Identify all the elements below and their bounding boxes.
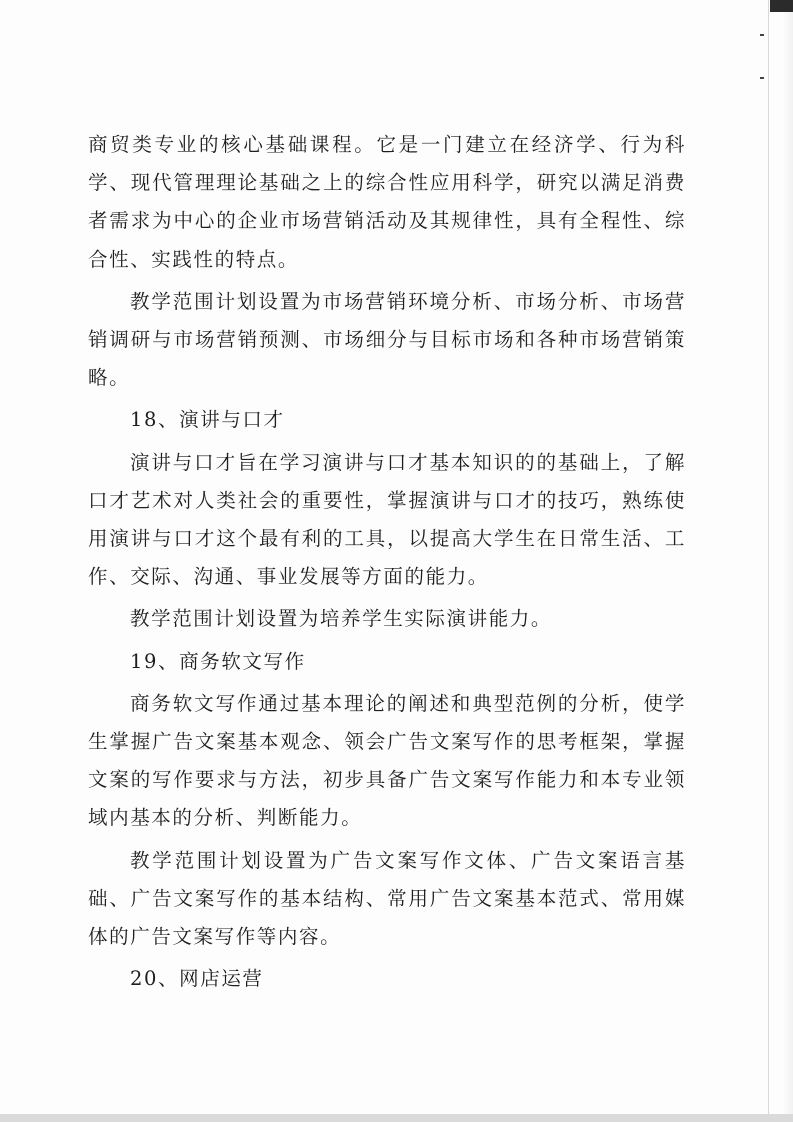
page-edge-line xyxy=(768,0,769,1122)
scan-bottom-band xyxy=(0,1114,793,1122)
paragraph-scope-writing: 教学范围计划设置为广告文案写作文体、广告文案语言基础、广告文案写作的基本结构、常用广告文案基本范式、常用媒体的广告文案写作等内容。 xyxy=(88,848,686,949)
paragraph-speech-intro: 演讲与口才旨在学习演讲与口才基本知识的的基础上，了解口才艺术对人类社会的重要性，掌握演讲与口才的技巧，熟练使用演讲与口才这个最有利的工具，以提高大学生在日常生活、工作、交际、沟通、事业发展等方面的能力。 xyxy=(88,450,686,589)
paragraph-scope-marketing: 教学范围计划设置为市场营销环境分析、市场分析、市场营销调研与市场营销预测、市场细分与目标市场和各种市场营销策略。 xyxy=(88,289,686,390)
section-heading-19: 19、商务软文写作 xyxy=(130,649,306,673)
paragraph-writing-intro: 商务软文写作通过基本理论的阐述和典型范例的分析，使学生掌握广告文案基本观念、领会广告文案写作的思考框架，掌握文案的写作要求与方法，初步具备广告文案写作能力和本专业领域内基本的分析、判断能力。 xyxy=(88,691,686,830)
scan-corner-mark xyxy=(770,0,793,12)
scan-tick-mark xyxy=(760,34,764,36)
paragraph-continuation: 商贸类专业的核心基础课程。它是一门建立在经济学、行为科学、现代管理理论基础之上的综合性应用科学，研究以满足消费者需求为中心的企业市场营销活动及其规律性，具有全程性、综合性、实践性的特点。 xyxy=(88,133,686,271)
paragraph-scope-speech: 教学范围计划设置为培养学生实际演讲能力。 xyxy=(130,607,553,631)
scan-tick-mark xyxy=(760,77,764,79)
document-body xyxy=(88,126,686,998)
section-heading-20: 20、网店运营 xyxy=(130,967,264,991)
section-heading-18: 18、演讲与口才 xyxy=(130,408,285,432)
scan-margin xyxy=(781,0,793,1122)
